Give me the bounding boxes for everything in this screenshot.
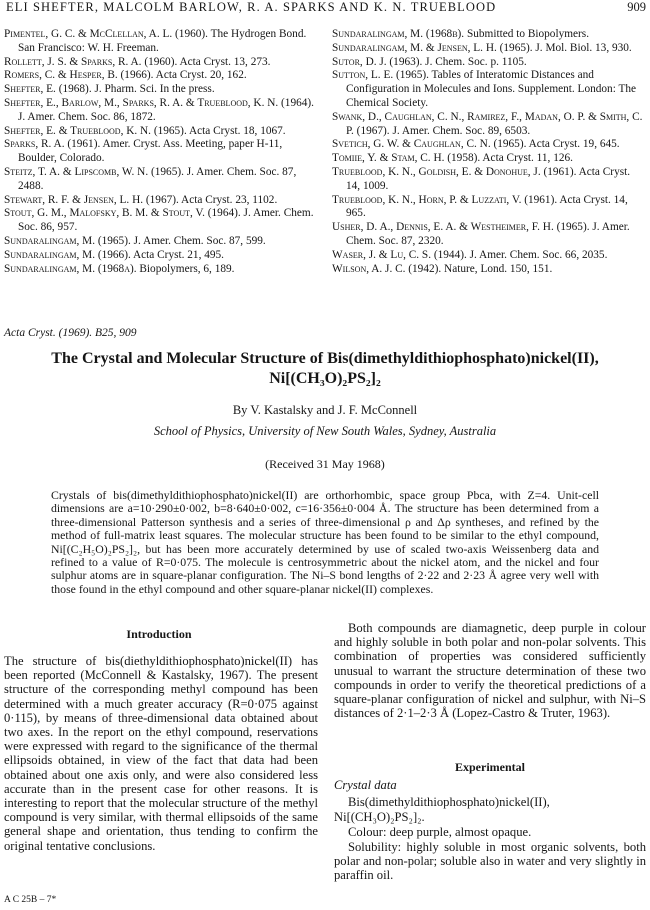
reference-source: J. Amer. Chem. Soc. 86, 1872. bbox=[18, 110, 156, 123]
reference-source: Biopolymers, 6, 189. bbox=[136, 262, 235, 275]
reference-entry bbox=[332, 221, 646, 249]
reference-authors: Steitz, T. A. & Lipscomb, W. N. (1965). bbox=[4, 165, 184, 178]
reference-source: Acta Cryst. 13, 273. bbox=[177, 55, 271, 68]
reference-source: J. Amer. Chem. Soc. 66, 2035. bbox=[466, 248, 608, 261]
reference-entry bbox=[4, 166, 322, 194]
reference-authors: Sutton, L. E. (1965). bbox=[332, 69, 429, 82]
reference-authors: Sundaralingam, M. (1968a). bbox=[4, 262, 137, 275]
compound-formula: Ni[(CH₃O)₂PS₂]₂. bbox=[334, 810, 425, 824]
abstract: Crystals of bis(dimethyldithiophosphato)nickel(II) are orthorhombic, space group Pbca, with Z=4. Unit-cell dimensions are a=10·290±0·002, b=8·640±0·002, c=16·356±0·004 Å. The structure has been determined from a three-dimensional Patterson synthesis and a series of three-dimensional ρ and Δρ syntheses, and refined by the method of full-matrix least squares. The molecular structure has been found to be similar to the ethyl compound, Ni[(C₂H₅O)₂PS₂]₂, but has been more accurately determined by use of scaled two-axis Weissenberg data and refined to a value of R=0·075. The molecule is centrosymmetric about the nickel atom, and the nickel and four sulphur atoms are in square-planar configuration. The Ni–S bond lengths of 2·22 and 2·23 Å agree very well with those found in the ethyl compound and other square-planar nickel(II) complexes. bbox=[51, 488, 599, 596]
reference-source: Amer. Cryst. Ass. Meeting, paper H-11, Boulder, Colorado. bbox=[18, 138, 283, 165]
references-left-column bbox=[4, 28, 322, 276]
reference-entry bbox=[4, 138, 322, 166]
reference-source: Acta Cryst. 11, 126. bbox=[480, 152, 573, 165]
reference-authors: Stewart, R. F. & Jensen, L. H. (1967). bbox=[4, 193, 179, 206]
reference-authors: Wilson, A. J. C. (1942). bbox=[332, 262, 442, 275]
introduction-paragraph: The structure of bis(diethyldithiophosphato)nickel(II) has been reported (McConnell & Kastalsky, 1967). The present structure of the corresponding methyl compound has been determined with a much greater accuracy (R=0·075 against 0·115), by means of three-dimensional data obtained about two axes. In the report on the ethyl compound, reservations were expressed with regard to the significance of the thermal ellipsoids obtained, in view of the fact that data had been obtained about one axis only, and were also considered less accurate than in the present case for other reasons. It is interesting to report that the molecular structure of the methyl compound is very similar, with thermal ellipsoids of the same general shape and orientation, thus tending to confirm the original tentative conclusions. bbox=[4, 654, 318, 853]
reference-entry bbox=[332, 42, 646, 56]
colour-line: Colour: deep purple, almost opaque. bbox=[348, 825, 532, 839]
reference-entry bbox=[4, 263, 322, 277]
article-authors: By V. Kastalsky and J. F. McConnell bbox=[232, 403, 418, 417]
reference-source: Submitted to Biopolymers. bbox=[464, 28, 590, 40]
reference-authors: Swank, D., Caughlan, C. N., Ramirez, F., Madan, O. P. & Smith, C. P. (1967). bbox=[332, 110, 643, 137]
reference-entry bbox=[332, 56, 646, 70]
reference-authors: Pimentel, G. C. & McClellan, A. L. (1960). bbox=[4, 28, 208, 40]
reference-authors: Svetich, G. W. & Caughlan, C. N. (1965). bbox=[332, 138, 527, 151]
introduction-heading: Introduction bbox=[126, 627, 192, 641]
compound-name: Bis(dimethyldithiophosphato)nickel(II), bbox=[348, 795, 550, 809]
reference-authors: Sundaralingam, M. (1966). bbox=[4, 248, 131, 261]
reference-entry bbox=[4, 83, 322, 97]
reference-authors: Shefter, E., Barlow, M., Sparks, R. A. & Trueblood, K. N. (1964). bbox=[4, 96, 314, 109]
reference-entry bbox=[4, 69, 322, 83]
reference-authors: Sundaralingam, M. (1968b). bbox=[332, 28, 465, 40]
reference-entry bbox=[4, 207, 322, 235]
reference-authors: Sparks, R. A. (1961). bbox=[4, 138, 101, 151]
reference-entry bbox=[332, 166, 646, 194]
reference-authors: Waser, J. & Lu, C. S. (1944). bbox=[332, 248, 467, 261]
reference-source: Acta Cryst. 20, 162. bbox=[153, 69, 247, 82]
reference-authors: Romers, C. & Hesper, B. (1966). bbox=[4, 69, 154, 82]
reference-source: Acta Cryst. 18, 1067. bbox=[186, 124, 286, 137]
reference-entry bbox=[332, 194, 646, 222]
page-footer-code: A C 25B – 7* bbox=[4, 895, 57, 905]
reference-entry bbox=[332, 28, 646, 42]
reference-source: The Hydrogen Bond. San Francisco: W. H. Freeman. bbox=[18, 28, 307, 54]
reference-authors: Usher, D. A., Dennis, E. A. & Westheimer, F. H. (1965). bbox=[332, 221, 590, 234]
article-title-line2: Ni[(CH₃O)₂PS₂]₂ bbox=[269, 370, 381, 387]
reference-entry bbox=[4, 56, 322, 70]
reference-source: J. Amer. Chem. Soc. 87, 2488. bbox=[18, 165, 297, 192]
reference-source: J. Chem. Soc. p. 1105. bbox=[422, 55, 527, 68]
reference-entry bbox=[332, 263, 646, 277]
reference-entry bbox=[4, 249, 322, 263]
reference-source: Acta Cryst. 14, 965. bbox=[346, 193, 628, 220]
reference-authors: Tomiie, Y. & Stam, C. H. (1958). bbox=[332, 152, 481, 165]
experimental-heading: Experimental bbox=[455, 760, 525, 774]
reference-authors: Sundaralingam, M. & Jensen, L. H. (1965). bbox=[332, 41, 533, 54]
reference-authors: Rollett, J. S. & Sparks, R. A. (1960). bbox=[4, 55, 178, 68]
reference-source: Acta Cryst. 21, 495. bbox=[130, 248, 224, 261]
reference-entry bbox=[4, 97, 322, 125]
reference-authors: Sundaralingam, M. (1965). bbox=[4, 234, 131, 247]
reference-source: Acta Cryst. 19, 645. bbox=[526, 138, 620, 151]
reference-source: J. Amer. Chem. Soc. 89, 6503. bbox=[389, 124, 531, 137]
reference-source: Nature, Lond. 150, 151. bbox=[441, 262, 553, 275]
running-header bbox=[6, 0, 646, 15]
reference-entry bbox=[332, 249, 646, 263]
reference-entry bbox=[332, 152, 646, 166]
reference-entry bbox=[332, 111, 646, 139]
reference-authors: Shefter, E. (1968). bbox=[4, 83, 92, 96]
solubility-paragraph: Solubility: highly soluble in most organic solvents, both polar and non-polar; soluble also in water and very slightly in paraffin oil. bbox=[334, 840, 646, 883]
reference-authors: Trueblood, K. N., Horn, P. & Luzzati, V. (1961). bbox=[332, 193, 558, 206]
reference-entry bbox=[4, 194, 322, 208]
page-number: 909 bbox=[627, 0, 646, 14]
properties-paragraph: Both compounds are diamagnetic, deep purple in colour and highly soluble in both polar and non-polar solvents. This combination of properties was considered sufficiently unusual to warrant the structure determination of these two compounds in order to verify the theoretical predictions of a square-planar configuration of nickel and sulphur, with Ni–S distances of 2·1–2·3 Å (Lopez-Castro & Truter, 1963). bbox=[334, 621, 646, 721]
journal-citation: Acta Cryst. (1969). B25, 909 bbox=[4, 327, 137, 339]
article-title-line1: The Crystal and Molecular Structure of Bis(dimethyldithiophosphato)nickel(II), bbox=[51, 350, 599, 367]
reference-authors: Stout, G. M., Malofsky, B. M. & Stout, V. (1964). bbox=[4, 207, 241, 220]
reference-source: J. Pharm. Sci. In the press. bbox=[91, 83, 215, 96]
received-date: (Received 31 May 1968) bbox=[265, 457, 385, 471]
reference-source: J. Amer. Chem. Soc. 87, 599. bbox=[130, 234, 266, 247]
reference-entry bbox=[332, 69, 646, 110]
reference-entry bbox=[4, 125, 322, 139]
reference-authors: Trueblood, K. N., Goldish, E. & Donohue, J. (1961). bbox=[332, 165, 577, 178]
author-affiliation: School of Physics, University of New South Wales, Sydney, Australia bbox=[153, 424, 497, 438]
reference-source: Acta Cryst. 23, 1102. bbox=[178, 193, 278, 206]
reference-source: Acta Cryst. 14, 1009. bbox=[346, 165, 631, 192]
reference-authors: Shefter, E. & Trueblood, K. N. (1965). bbox=[4, 124, 187, 137]
reference-source: Tables of Interatomic Distances and Configuration in Molecules and Ions. Supplement. London: The Chemical Society. bbox=[346, 69, 637, 109]
reference-source: J. Amer. Chem. Soc. 87, 2320. bbox=[346, 221, 630, 247]
reference-source: J. Mol. Biol. 13, 930. bbox=[532, 41, 632, 54]
reference-source: J. Amer. Chem. Soc. 86, 957. bbox=[18, 207, 314, 234]
reference-entry bbox=[332, 138, 646, 152]
reference-entry bbox=[4, 28, 322, 56]
reference-authors: Sutor, D. J. (1963). bbox=[332, 55, 423, 68]
running-title: ELI SHEFTER, MALCOLM BARLOW, R. A. SPARKS AND K. N. TRUEBLOOD bbox=[6, 0, 497, 14]
references-right-column bbox=[332, 28, 646, 276]
crystal-data-heading: Crystal data bbox=[334, 778, 397, 792]
reference-entry bbox=[4, 235, 322, 249]
